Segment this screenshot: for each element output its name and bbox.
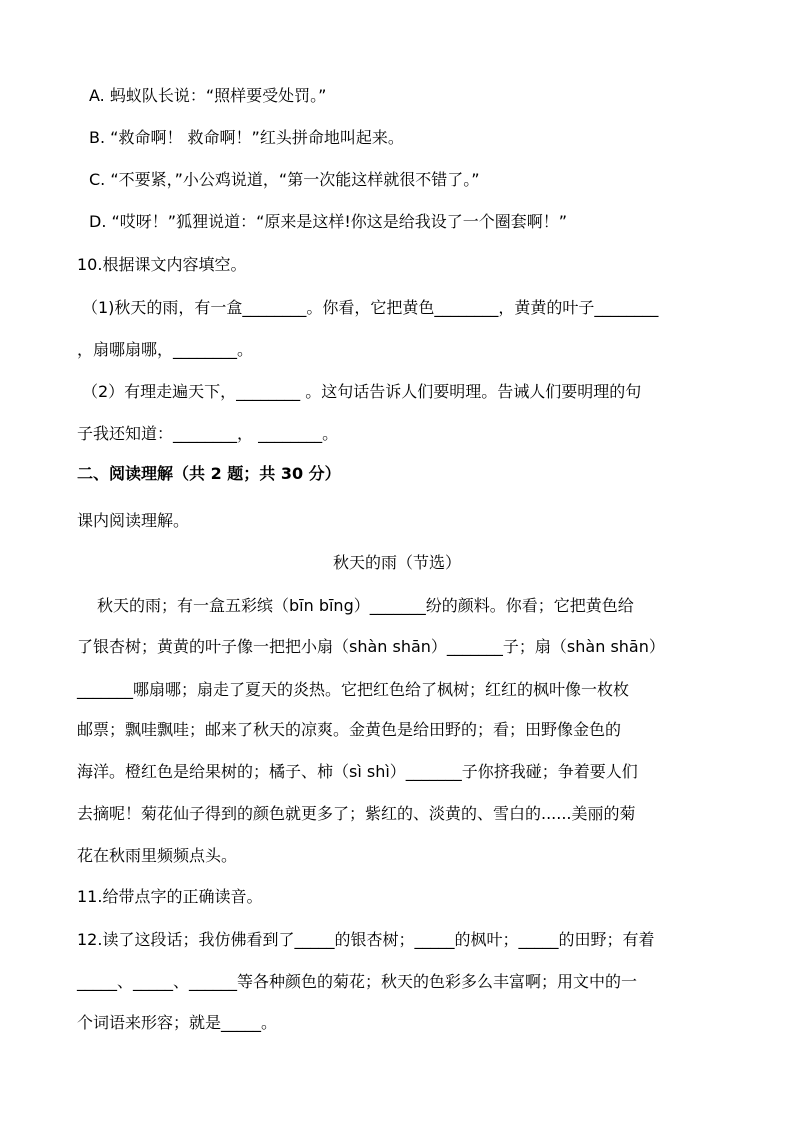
section-intro: 课内阅读理解。: [77, 511, 190, 530]
question-12-line: 12.读了这段话；我仿佛看到了_____的银杏树；_____的枫叶；_____的田野；有着: [77, 930, 655, 949]
option-b: B. “救命啊！ 救命啊！”红头拼命地叫起来。: [89, 128, 404, 147]
option-c: C. “不要紧，”小公鸡说道，“第一次能这样就很不错了。”: [89, 170, 480, 189]
question-10-part2-line1: （2）有理走遍天下，________ 。这句话告诉人们要明理。告诫人们要明理的句: [82, 382, 642, 401]
passage-line: 邮票；飘哇飘哇；邮来了秋天的凉爽。金黄色是给田野的；看；田野像金色的: [77, 720, 622, 739]
passage-title: 秋天的雨（节选）: [332, 553, 461, 572]
passage-line: 了银杏树；黄黄的叶子像一把把小扇（shàn shān）_______子；扇（shàn shān）: [77, 637, 665, 656]
question-12-line: 个词语来形容；就是_____。: [77, 1013, 278, 1032]
question-10-title: 10.根据课文内容填空。: [77, 255, 247, 274]
section-heading: 二、阅读理解（共 2 题；共 30 分）: [77, 464, 341, 483]
passage-line: _______哪扇哪；扇走了夏天的炎热。它把红色给了枫树；红红的枫叶像一枚枚: [77, 680, 630, 699]
option-d: D. “哎呀！”狐狸说道：“原来是这样!你这是给我设了一个圈套啊！”: [89, 212, 568, 231]
question-10-part1-line1: （1)秋天的雨，有一盒________。你看，它把黄色________，黄黄的叶子________: [82, 298, 659, 317]
passage-line: 海洋。橙红色是给果树的；橘子、柿（sì shì）_______子你挤我碰；争着要人们: [77, 762, 638, 781]
question-12-line: _____、_____、______等各种颜色的菊花；秋天的色彩多么丰富啊；用文中的一: [77, 972, 638, 991]
passage-line: 秋天的雨；有一盒五彩缤（bīn bīng）_______纷的颜料。你看；它把黄色给: [97, 596, 634, 615]
question-10-part2-line2: 子我还知道：________， ________。: [77, 424, 339, 443]
passage-line: 去摘呢！菊花仙子得到的颜色就更多了；紫红的、淡黄的、雪白的......美丽的菊: [77, 804, 636, 823]
option-a: A. 蚂蚁队长说：“照样要受处罚。”: [89, 86, 327, 105]
question-10-part1-line2: ，扇哪扇哪，________。: [77, 340, 254, 359]
question-11: 11.给带点字的正确读音。: [77, 887, 263, 906]
passage-line: 花在秋雨里频频点头。: [77, 846, 238, 865]
